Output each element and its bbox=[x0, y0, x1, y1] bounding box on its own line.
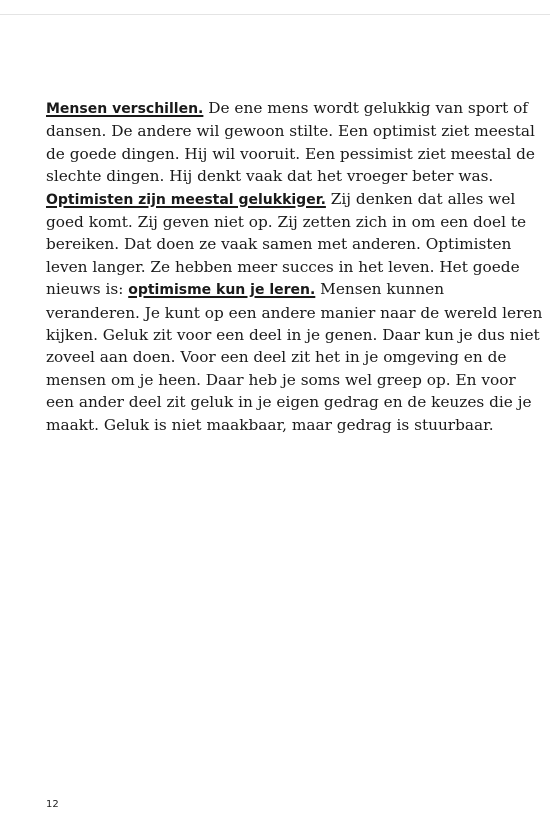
text-line bbox=[46, 369, 516, 391]
text-run: kijken. Geluk zit voor een deel in je genen. Daar kun je dus niet bbox=[46, 326, 540, 345]
text-line bbox=[46, 414, 516, 436]
text-run: nieuws is: bbox=[46, 280, 129, 299]
text-line bbox=[46, 188, 516, 211]
text-run: leven langer. Ze hebben meer succes in het leven. Het goede bbox=[46, 257, 520, 276]
text-line bbox=[46, 120, 535, 142]
text-run: goed komt. Zij geven niet op. Zij zetten zich in om een doel te bbox=[46, 213, 527, 232]
highlighted-phrase: Mensen verschillen. bbox=[46, 101, 204, 117]
text-line bbox=[46, 211, 527, 233]
text-run: bereiken. Dat doen ze vaak samen met anderen. Optimisten bbox=[46, 235, 512, 254]
text-line bbox=[46, 346, 516, 368]
text-run: De ene mens wordt gelukkig van sport of bbox=[203, 99, 528, 117]
text-run: slechte dingen. Hij denkt vaak dat het vroeger beter was. bbox=[46, 167, 494, 186]
text-line bbox=[46, 143, 535, 165]
highlighted-phrase: Optimisten zijn meestal gelukkiger. bbox=[46, 191, 326, 208]
text-line bbox=[46, 233, 516, 255]
text-run: mensen om je heen. Daar heb je soms wel greep op. En voor bbox=[46, 370, 516, 389]
text-run: Zij denken dat alles wel bbox=[325, 189, 516, 208]
text-line bbox=[46, 324, 540, 346]
text-run: Mensen kunnen bbox=[315, 280, 445, 299]
text-line bbox=[46, 97, 528, 120]
text-run: zoveel aan doen. Voor een deel zit het in je omgeving en de bbox=[46, 348, 507, 367]
text-run: dansen. De andere wil gewoon stilte. Een optimist ziet meestal bbox=[46, 122, 535, 141]
page-number: 12 bbox=[46, 799, 59, 810]
text-run: de goede dingen. Hij wil vooruit. Een pessimist ziet meestal de bbox=[46, 144, 535, 163]
highlighted-phrase: optimisme kun je leren. bbox=[128, 282, 316, 299]
text-line bbox=[46, 165, 516, 187]
text-run: maakt. Geluk is niet maakbaar, maar gedrag is stuurbaar. bbox=[46, 415, 494, 434]
top-divider bbox=[0, 14, 550, 15]
text-line bbox=[46, 302, 543, 324]
text-line bbox=[46, 256, 520, 278]
text-run: veranderen. Je kunt op een andere manier naar de wereld leren bbox=[46, 303, 543, 322]
text-line bbox=[46, 391, 532, 413]
text-line bbox=[46, 278, 516, 301]
body-paragraph bbox=[46, 97, 543, 436]
text-run: een ander deel zit geluk in je eigen gedrag en de keuzes die je bbox=[46, 393, 532, 412]
